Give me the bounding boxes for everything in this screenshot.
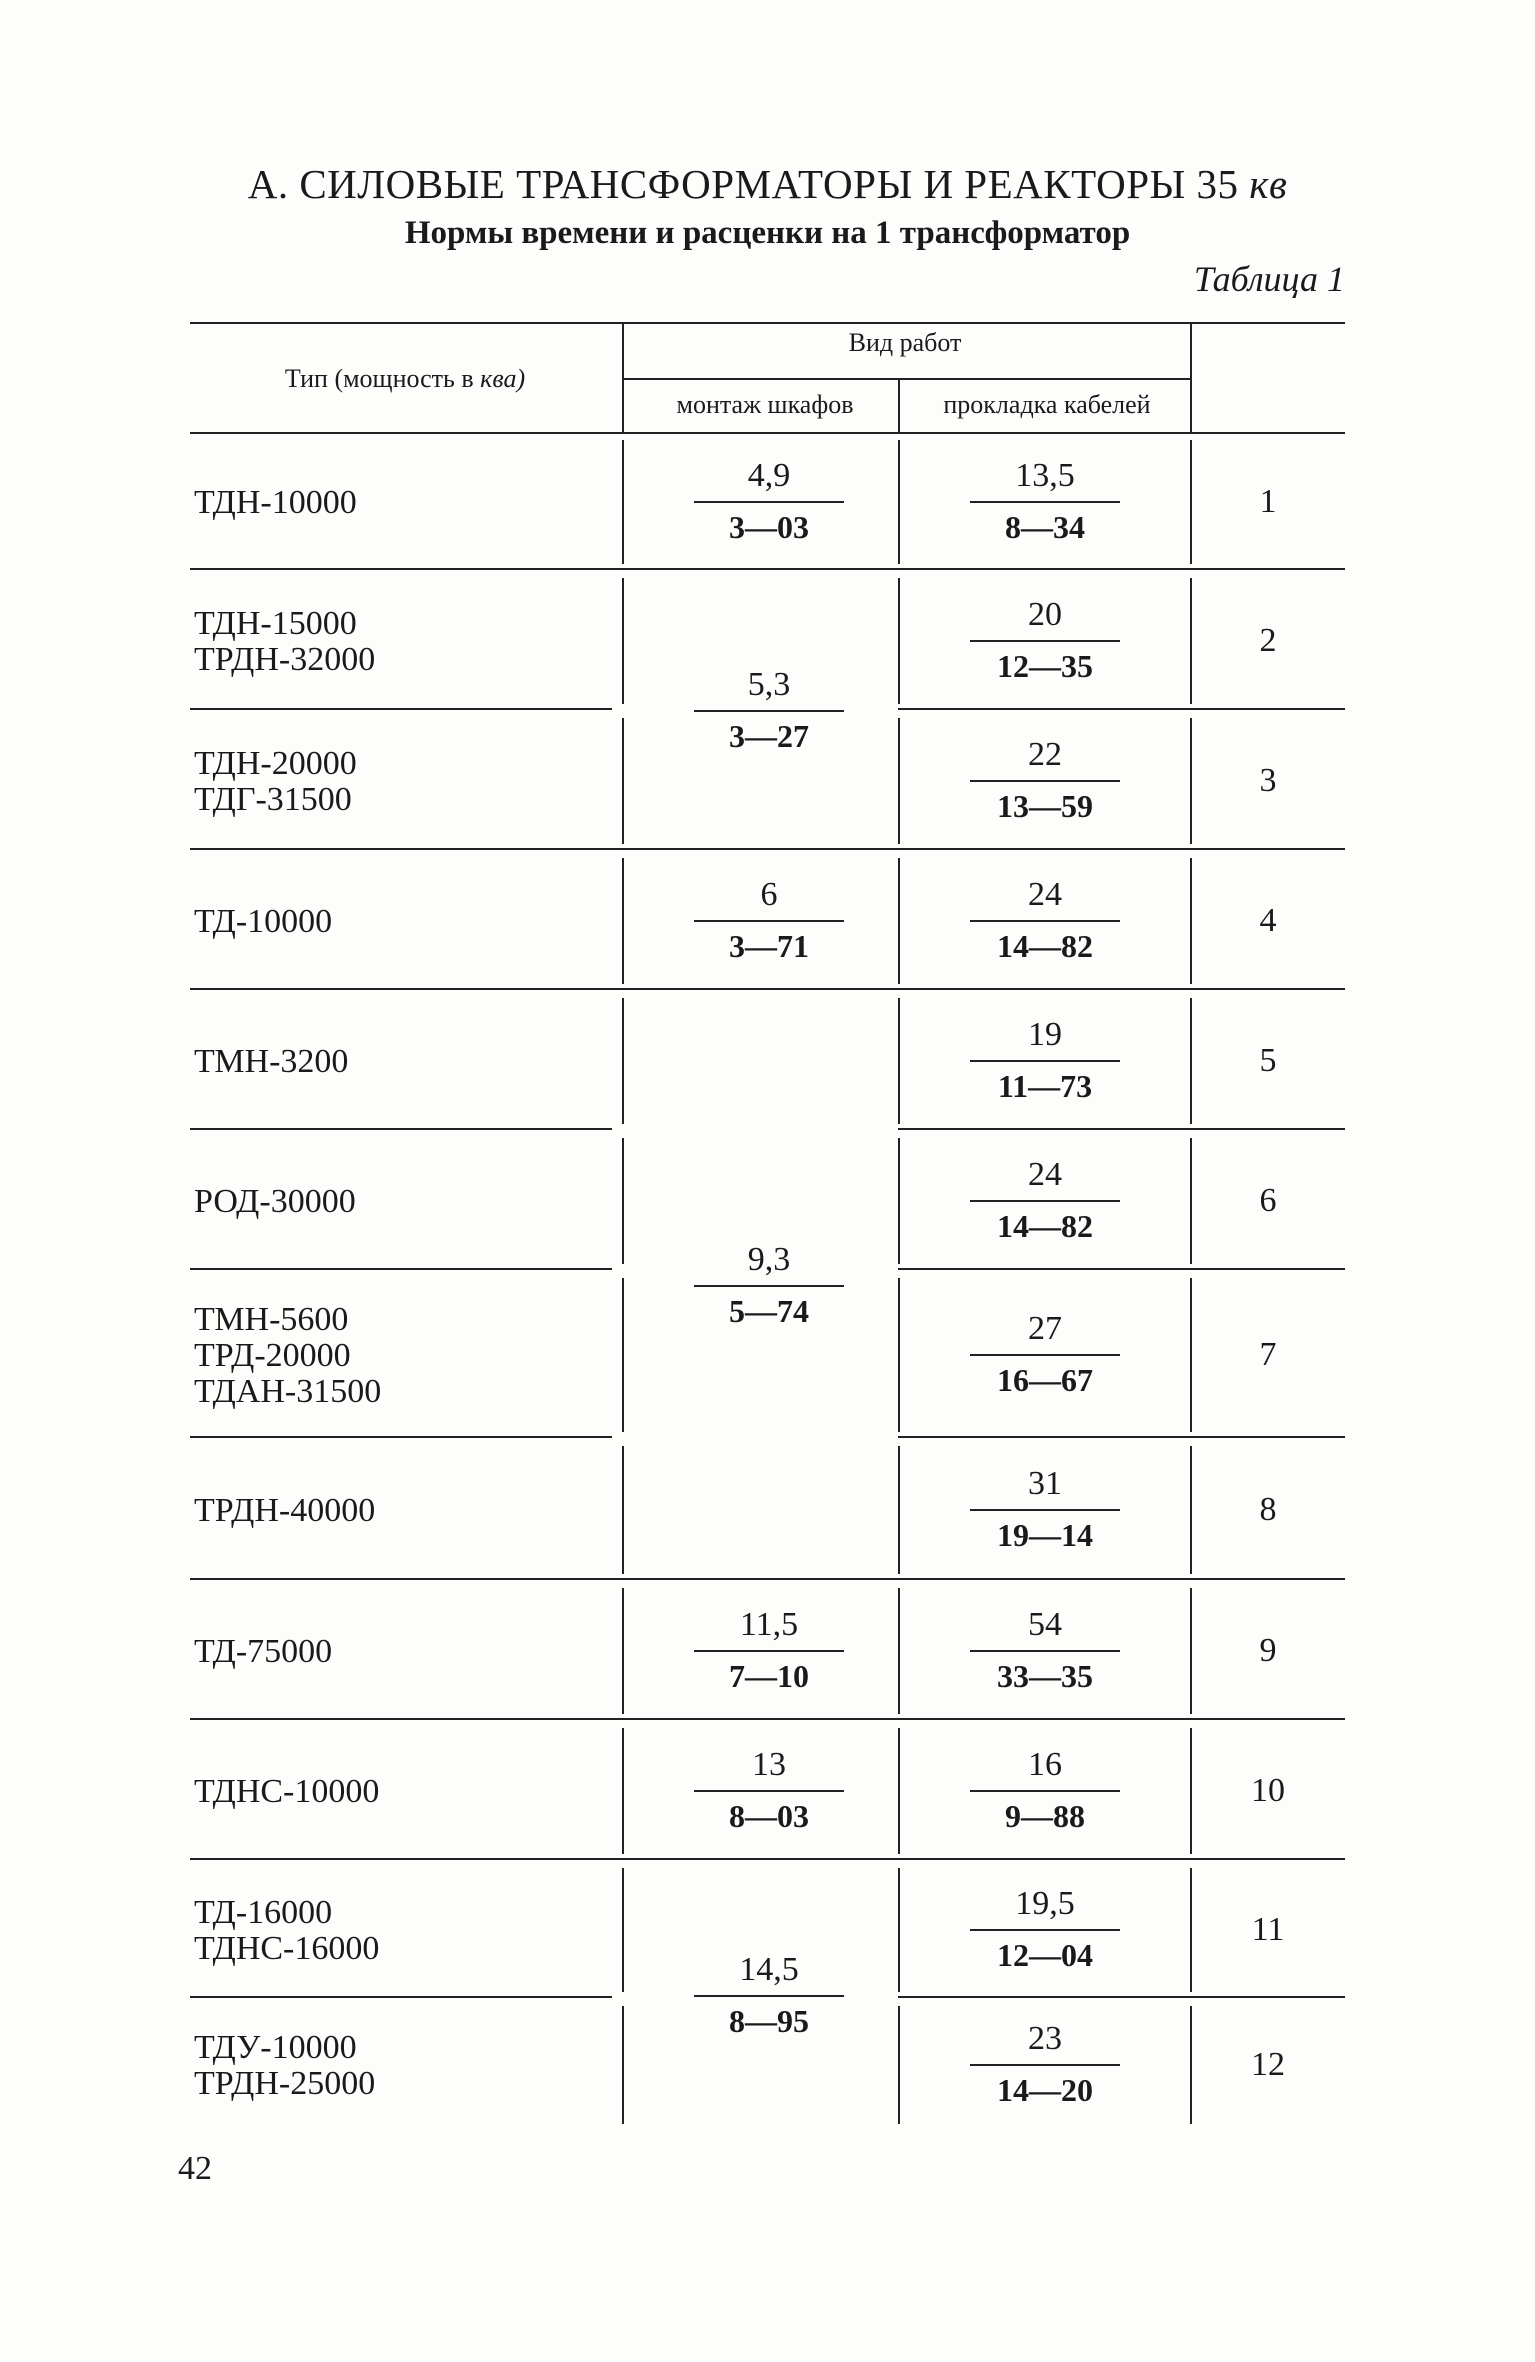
row-number: 11	[1251, 1911, 1285, 1948]
cables-cell-norm: 23	[1028, 2020, 1062, 2057]
cabinets-cell-price: 7—10	[729, 1658, 809, 1694]
cables-cell	[960, 1606, 1130, 1694]
type-cell	[194, 1774, 379, 1810]
type-cell	[194, 606, 375, 678]
row-number: 2	[1259, 622, 1277, 659]
cables-cell-fraction-bar	[970, 920, 1120, 922]
col-divider-mid	[898, 998, 900, 1124]
cables-cell-fraction-bar	[970, 1354, 1120, 1356]
type-name: ТМН-3200	[194, 1043, 349, 1080]
cables-cell-fraction-bar	[970, 780, 1120, 782]
cabinets-cell-price: 8—03	[729, 1798, 809, 1834]
row-rule-cables	[898, 708, 1345, 710]
cables-cell-price: 16—67	[997, 1362, 1093, 1398]
col-divider-mid	[898, 1138, 900, 1264]
row-rule-type	[190, 1268, 612, 1270]
header-cables: прокладка кабелей	[943, 390, 1151, 419]
type-cell	[194, 1895, 379, 1967]
cables-cell-fraction-bar	[970, 1200, 1120, 1202]
cables-cell-fraction-bar	[970, 1650, 1120, 1652]
col-divider-right	[1190, 578, 1192, 704]
header-divider-mid	[898, 378, 900, 432]
type-name: РОД-30000	[194, 1183, 356, 1220]
cables-cell-norm: 20	[1028, 596, 1062, 633]
type-cell	[194, 2030, 375, 2102]
cables-cell	[960, 736, 1130, 824]
cabinets-cell-norm: 5,3	[747, 666, 791, 703]
cables-cell-norm: 19	[1028, 1016, 1062, 1053]
cabinets-cell-norm: 14,5	[739, 1951, 799, 1988]
row-number: 4	[1259, 902, 1277, 939]
cabinets-cell-price: 5—74	[729, 1293, 809, 1329]
row-rule-full	[190, 568, 1345, 570]
cables-cell-fraction-bar	[970, 501, 1120, 503]
col-divider-mid	[898, 440, 900, 564]
col-divider-right	[1190, 998, 1192, 1124]
cabinets-cell-norm: 11,5	[739, 1606, 799, 1643]
type-name: ТДН-20000	[194, 745, 357, 782]
cabinets-cell	[684, 1241, 854, 1329]
cables-cell	[960, 876, 1130, 964]
header-bottom-rule	[190, 432, 1345, 434]
cabinets-cell-price: 8—95	[729, 2003, 809, 2039]
cabinets-cell-price: 3—27	[729, 718, 809, 754]
page-number: 42	[178, 2150, 212, 2187]
col-divider-right	[1190, 2006, 1192, 2124]
cabinets-cell-norm: 6	[760, 876, 778, 913]
cables-cell	[960, 1885, 1130, 1973]
type-name: ТД-75000	[194, 1633, 333, 1670]
header-cabinets: монтаж шкафов	[676, 390, 854, 419]
cabinets-cell	[684, 666, 854, 754]
cables-cell-norm: 24	[1028, 1156, 1062, 1193]
cabinets-cell	[684, 1951, 854, 2039]
type-name: ТДНС-16000	[194, 1930, 380, 1967]
row-rule-type	[190, 1128, 612, 1130]
row-number: 12	[1251, 2046, 1285, 2083]
row-rule-full	[190, 1718, 1345, 1720]
type-name: ТДНС-10000	[194, 1773, 380, 1810]
row-rule-cables	[898, 1128, 1345, 1130]
row-number: 3	[1259, 762, 1277, 799]
row-rule-type	[190, 1996, 612, 1998]
section-title	[0, 160, 1535, 208]
cables-cell-price: 13—59	[997, 788, 1093, 824]
row-number: 9	[1259, 1632, 1277, 1669]
row-number: 8	[1259, 1491, 1277, 1528]
row-rule-cables	[898, 1268, 1345, 1270]
col-divider-right	[1190, 1868, 1192, 1992]
type-name: ТМН-5600	[194, 1301, 349, 1338]
table-top-rule	[190, 322, 1345, 324]
cables-cell-price: 19—14	[997, 1517, 1093, 1553]
col-divider-right	[1190, 1588, 1192, 1714]
cables-cell-price: 14—20	[997, 2072, 1093, 2108]
cables-cell-norm: 22	[1028, 736, 1062, 773]
cables-cell-price: 8—34	[1005, 509, 1085, 545]
norms-table	[190, 322, 1345, 2132]
cables-cell-price: 14—82	[997, 928, 1093, 964]
type-name: ТРД-20000	[194, 1337, 351, 1374]
cables-cell	[960, 2020, 1130, 2108]
cabinets-cell-norm: 9,3	[747, 1241, 791, 1278]
col-divider-left	[622, 1138, 624, 1264]
col-divider-left	[622, 1868, 624, 1992]
cables-cell	[960, 457, 1130, 545]
table-label: Таблица 1	[1193, 259, 1345, 299]
cables-cell	[960, 1016, 1130, 1104]
col-divider-right	[1190, 1138, 1192, 1264]
col-divider-mid	[898, 1278, 900, 1432]
header-sub-rule	[622, 378, 1190, 380]
cables-cell-fraction-bar	[970, 1509, 1120, 1511]
cables-cell-fraction-bar	[970, 640, 1120, 642]
row-number: 6	[1259, 1182, 1277, 1219]
cables-cell-price: 9—88	[1005, 1798, 1085, 1834]
col-divider-mid	[898, 858, 900, 984]
cables-cell-fraction-bar	[970, 1060, 1120, 1062]
cables-cell-norm: 13,5	[1015, 457, 1075, 494]
cabinets-cell-fraction-bar	[694, 1790, 844, 1792]
col-divider-left	[622, 1728, 624, 1854]
col-divider-mid	[898, 2006, 900, 2124]
cabinets-cell-fraction-bar	[694, 710, 844, 712]
cabinets-cell	[684, 1606, 854, 1694]
col-divider-left	[622, 718, 624, 844]
row-rule-full	[190, 1578, 1345, 1580]
col-divider-mid	[898, 1868, 900, 1992]
row-rule-type	[190, 708, 612, 710]
col-divider-mid	[898, 1446, 900, 1574]
header-divider-left	[622, 322, 624, 432]
cabinets-cell-price: 3—03	[729, 509, 809, 545]
col-divider-mid	[898, 578, 900, 704]
cables-cell	[960, 1156, 1130, 1244]
cables-cell-fraction-bar	[970, 2064, 1120, 2066]
col-divider-right	[1190, 440, 1192, 564]
col-divider-left	[622, 1588, 624, 1714]
row-rule-cables	[898, 1436, 1345, 1438]
row-rule-cables	[898, 1996, 1345, 1998]
cabinets-cell-fraction-bar	[694, 1995, 844, 1997]
cabinets-cell	[684, 1746, 854, 1834]
cables-cell-norm: 19,5	[1015, 1885, 1075, 1922]
cables-cell-price: 11—73	[997, 1068, 1093, 1104]
col-divider-left	[622, 1278, 624, 1432]
cables-cell	[960, 596, 1130, 684]
col-divider-right	[1190, 858, 1192, 984]
section-title-text: А. СИЛОВЫЕ ТРАНСФОРМАТОРЫ И РЕАКТОРЫ 35	[247, 161, 1239, 207]
type-name: ТРДН-25000	[194, 2065, 376, 2102]
col-divider-right	[1190, 1728, 1192, 1854]
row-number: 10	[1251, 1772, 1285, 1809]
type-cell	[194, 485, 357, 521]
col-divider-left	[622, 858, 624, 984]
cables-cell-price: 12—35	[997, 648, 1093, 684]
cables-cell-price: 12—04	[997, 1937, 1093, 1973]
cabinets-cell-fraction-bar	[694, 1285, 844, 1287]
row-number: 7	[1259, 1336, 1277, 1373]
type-name: ТДГ-31500	[194, 781, 352, 818]
col-divider-right	[1190, 1278, 1192, 1432]
type-name: ТДУ-10000	[194, 2029, 357, 2066]
row-rule-type	[190, 1436, 612, 1438]
row-rule-full	[190, 848, 1345, 850]
type-cell	[194, 1493, 375, 1529]
col-divider-right	[1190, 718, 1192, 844]
cables-cell	[960, 1746, 1130, 1834]
cables-cell	[960, 1310, 1130, 1398]
cabinets-cell	[684, 876, 854, 964]
cables-cell-price: 33—35	[997, 1658, 1093, 1694]
cabinets-cell-fraction-bar	[694, 501, 844, 503]
type-cell	[194, 1184, 356, 1220]
type-cell	[194, 746, 357, 818]
type-name: ТДАН-31500	[194, 1373, 382, 1410]
cables-cell-norm: 31	[1028, 1465, 1062, 1502]
col-divider-left	[622, 440, 624, 564]
cabinets-cell	[684, 457, 854, 545]
col-divider-mid	[898, 1588, 900, 1714]
cables-cell-fraction-bar	[970, 1929, 1120, 1931]
cabinets-cell-norm: 13	[752, 1746, 786, 1783]
col-divider-left	[622, 2006, 624, 2124]
type-name: ТДН-10000	[194, 484, 357, 521]
header-type-unit: ква)	[480, 364, 526, 393]
cables-cell-norm: 16	[1028, 1746, 1062, 1783]
cables-cell-norm: 54	[1028, 1606, 1062, 1643]
type-name: ТРДН-32000	[194, 641, 376, 678]
row-rule-full	[190, 1858, 1345, 1860]
col-divider-mid	[898, 1728, 900, 1854]
type-name: ТДН-15000	[194, 605, 357, 642]
col-divider-left	[622, 578, 624, 704]
cables-cell	[960, 1465, 1130, 1553]
cabinets-cell-price: 3—71	[729, 928, 809, 964]
cables-cell-norm: 24	[1028, 876, 1062, 913]
subtitle: Нормы времени и расценки на 1 трансформатор	[404, 215, 1131, 251]
type-cell	[194, 904, 332, 940]
row-number: 5	[1259, 1042, 1277, 1079]
cables-cell-price: 14—82	[997, 1208, 1093, 1244]
type-name: ТРДН-40000	[194, 1492, 376, 1529]
col-divider-mid	[898, 718, 900, 844]
row-number: 1	[1259, 483, 1277, 520]
header-divider-right	[1190, 322, 1192, 432]
type-cell	[194, 1044, 348, 1080]
header-work-kinds: Вид работ	[848, 328, 962, 357]
header-type-text: Тип (мощность в	[284, 364, 474, 393]
section-title-unit: кв	[1249, 161, 1288, 207]
cables-cell-norm: 27	[1028, 1310, 1062, 1347]
col-divider-left	[622, 1446, 624, 1574]
cables-cell-fraction-bar	[970, 1790, 1120, 1792]
cabinets-cell-fraction-bar	[694, 1650, 844, 1652]
type-name: ТД-10000	[194, 903, 333, 940]
cabinets-cell-norm: 4,9	[747, 457, 791, 494]
row-rule-full	[190, 988, 1345, 990]
type-name: ТД-16000	[194, 1894, 333, 1931]
col-divider-left	[622, 998, 624, 1124]
type-cell	[194, 1302, 381, 1410]
type-cell	[194, 1634, 332, 1670]
cabinets-cell-fraction-bar	[694, 920, 844, 922]
header-type-column	[190, 364, 620, 394]
col-divider-right	[1190, 1446, 1192, 1574]
